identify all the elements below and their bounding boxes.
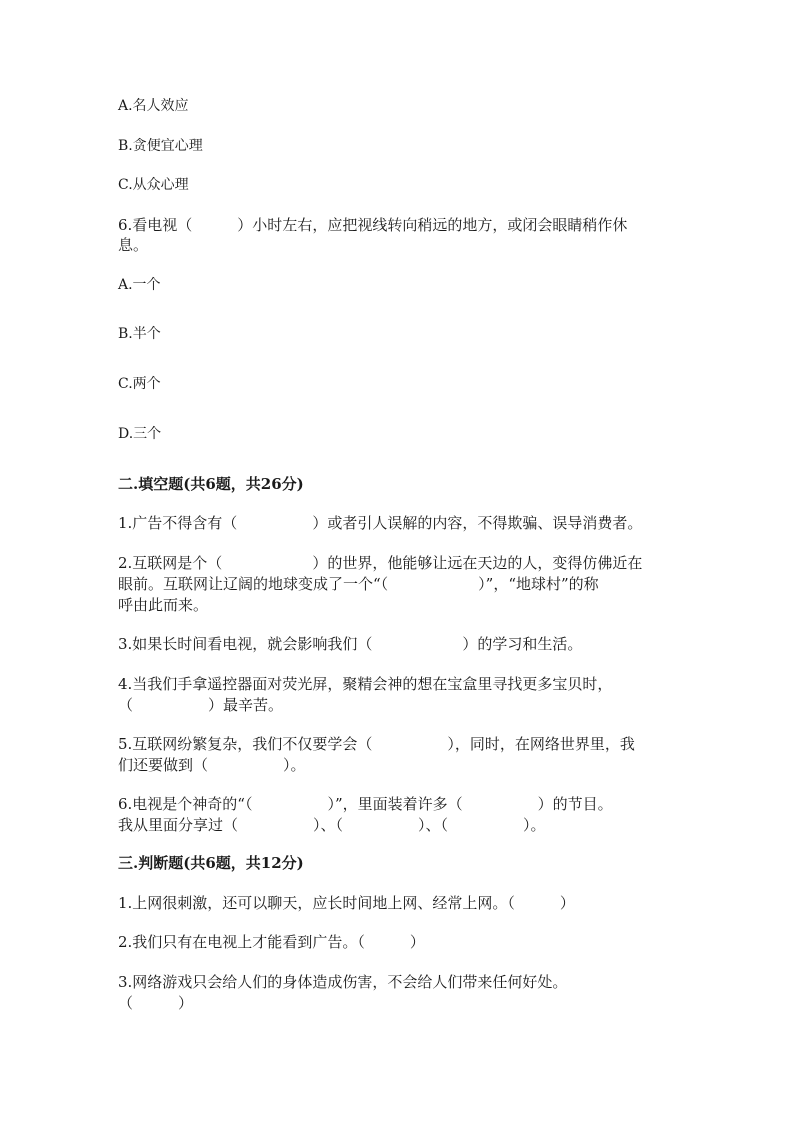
q6-option-b: B.半个	[118, 326, 161, 342]
fill-question-4-line-1: 4.当我们手拿遥控器面对荧光屏，聚精会神的想在宝盒里寻找更多宝贝时，	[118, 675, 613, 693]
fill-question-6-line-2: 我从里面分享过（ ）、（ ）、（ ）。	[118, 816, 546, 834]
question-6-line-2: 息。	[118, 236, 149, 254]
q6-option-d: D.三个	[118, 426, 162, 442]
section-3-heading: 三.判断题(共6题，共12分)	[118, 854, 304, 872]
fill-question-1: 1.广告不得含有（ ）或者引人误解的内容，不得欺骗、误导消费者。	[118, 514, 643, 532]
judge-question-2: 2.我们只有在电视上才能看到广告。（ ）	[118, 933, 425, 951]
option-a: A.名人效应	[118, 98, 189, 114]
section-2-heading: 二.填空题(共6题，共26分)	[118, 475, 304, 493]
fill-question-4-line-2: （ ）最辛苦。	[118, 696, 284, 714]
fill-question-5-line-1: 5.互联网纷繁复杂，我们不仅要学会（ ），同时，在网络世界里，我	[118, 735, 635, 753]
fill-question-2-line-3: 呼由此而来。	[118, 596, 209, 614]
q6-option-a: A.一个	[118, 277, 161, 293]
fill-question-2-line-1: 2.互联网是个（ ）的世界，他能够让远在天边的人，变得仿佛近在	[118, 554, 643, 572]
judge-question-3-line-1: 3.网络游戏只会给人们的身体造成伤害，不会给人们带来任何好处。	[118, 973, 568, 991]
fill-question-6-line-1: 6.电视是个神奇的“（ ）”，里面装着许多（ ）的节目。	[118, 795, 613, 813]
judge-question-1: 1.上网很刺激，还可以聊天，应长时间地上网、经常上网。（ ）	[118, 894, 575, 912]
fill-question-3: 3.如果长时间看电视，就会影响我们（ ）的学习和生活。	[118, 635, 583, 653]
judge-question-3-line-2: （ ）	[118, 994, 194, 1012]
fill-question-5-line-2: 们还要做到（ ）。	[118, 756, 306, 774]
q6-option-c: C.两个	[118, 376, 161, 392]
question-6-line-1: 6.看电视（ ）小时左右，应把视线转向稍远的地方，或闭会眼睛稍作休	[118, 216, 628, 234]
fill-question-2-line-2: 眼前。互联网让辽阔的地球变成了一个“（ ）”，“地球村”的称	[118, 575, 599, 593]
option-b: B.贪便宜心理	[118, 138, 203, 154]
option-c: C.从众心理	[118, 177, 189, 193]
